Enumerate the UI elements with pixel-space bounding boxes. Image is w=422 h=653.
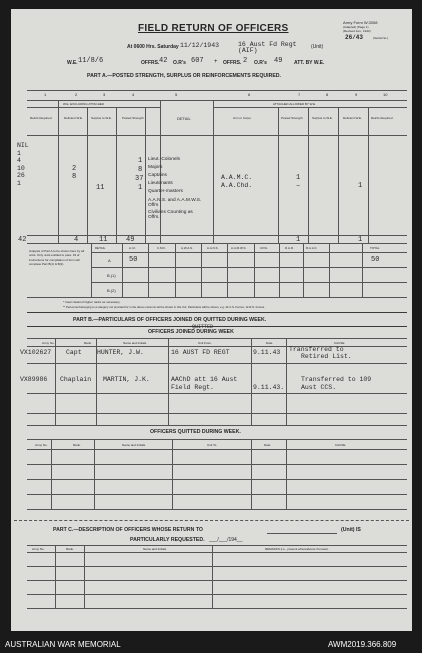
col1-values: NIL 1 4 10 26 1 [17,142,29,187]
col4-values: 1 8 37 1 [135,157,144,192]
part-c-title: PART C.—DESCRIPTION OF OFFICERS WHOSE RETURN TO [53,527,203,533]
ors-label: O.R's [173,60,186,66]
form-sheet: FIELD RETURN OF OFFICERS Army Form W.3008 (Adapted) (Page 1) (Revised Jan., 1942) 26/43 (Serial No.) At 0600 Hrs. Saturday 11/12/1943 16 Aust Fd Regt (AIF) (Unit) W.E. 11/8/6 OFFRS. 42 O.R's 607 + OFFRS. 2 O.R's 49 ATT. BY W.E. PART A.—POSTED STRENGTH, SURPLUS OR REINFORCEMENTS REQUIRED. 1 2 3 4 5 6 7 8 9 10 W.E. EXCLUDING ATTACHED ATTACHED ALLOWED BY W.E. Reinfs Required Deficient W.E. Surplus to W.E. Posted Strength DETAIL Arm or Corps Posted Strength Surplus to W.E. Deficient W.E. Reinfs Required NIL 1 4 10 26 1 2 8 11 1 8 37 1 Lieut.-Colonels Majors Captains Lieutenants Quarter-masters A.A.N.S. and A.A.M.W.S. Offrs Civilians Counting as Offrs. A.A.M.C. A.A.Chd. 1 – 1 42 4 11 49 1 1 Analysis of Part A to be shown here by all units. Only units entitled to para. 19 of instructions for compilation of form will complete Part B(1) & B(2). DETAIL A.I.F. C.M.F. A.W.A.S. A.A.N.S. A.A.M.W.S. CIVIL D.A.R. R.A.A.F. TOTAL A B.(1) B.(2) 50 50 * Insert detail of higher ranks as necessary. ** Personnel belonging to a category not provided for in the above columns will be shown in this Col. Particulars will be shown, e.g. 2k U.S. Forces, 1k R.N. Forces. PART B.—PARTICULARS OF OFFICERS JOINED OR QUITTED DURING WEEK. OFFICERS JOINED DURING WEEK QUITTED Army No. Rank. Name and Initials. Unit From. Date. CAUSE. VX102627 Capt HUNTER, J.W. 16 AUST FD REGT 9.11.43 Transferred to Retired List. VX89986 Chaplain MARTIN, J.K. AAChD att 16 Aust Field Regt. 9.11.43. Transferred to 109 Aust CCS. OFFICERS QUITTED DURING WEEK. Army No. Rank. Name and Initials. Unit To. Date. CAUSE. PART C.—DESCRIPTION OF OFFICERS WHOSE RETURN TO (Unit) IS PARTICULARLY REQUESTED. ___/___/194__ Army No. Rank. Name and Initials. REMARKS (i.e., present whereabouts if known). [11,9,412,631]
offrs2-value: 2 [243,57,248,65]
footnote-2: ** Personnel belonging to a category not provided for in the above columns will be shown in this Col. Particulars will be shown, e.g. 2k U.S. Forces, 1k R.N. Forces. [63,305,265,309]
col9-value: 1 [358,182,363,190]
we-value: 11/8/6 [78,57,104,65]
form-id-line2: (Adapted) (Page 1) [343,25,369,29]
plus-sign: + [214,59,218,65]
we-label: W.E. [67,60,78,66]
col3-value: 11 [96,184,105,192]
footer-right: AWM2019.366.809 [328,640,397,649]
arm-values: A.A.M.C. A.A.Chd. [221,174,253,189]
ors-value: 607 [191,57,204,65]
form-id-line1: Army Form W.3008 [343,20,378,25]
at-label: At 0600 Hrs. Saturday [127,44,179,50]
rank-list: Lieut.-Colonels Majors Captains Lieutenants Quarter-masters A.A.N.S. and A.A.M.W.S. Offrs Civilians Counting as Offrs. [148,157,202,220]
analysis-note: Analysis of Part A to be shown here by all units. Only units entitled to para. 19 of instructions for compilation of form will complete Part B(1) & B(2). [29,249,85,266]
col7-values: 1 – [296,174,301,190]
footnote-1: * Insert detail of higher ranks as necessary. [63,300,121,304]
joined-title: OFFICERS JOINED DURING WEEK [148,329,234,335]
total-value: 50 [371,256,380,264]
return-date: 11/12/1943 [180,42,220,49]
analysis-row-b2: B.(2) [107,288,116,293]
part-a-title: PART A.—POSTED STRENGTH, SURPLUS OR REINFORCEMENTS REQUIRED. [87,73,281,79]
unit-label: (Unit) [311,44,324,50]
serial-number: 26/43 [345,34,364,41]
serial-label: (Serial No.) [373,36,389,40]
offrs2-label: OFFRS. [223,60,242,66]
analysis-row-a: A [108,258,111,263]
unit-name: 16 Aust Fd Regt (AIF) [238,41,297,54]
part-b-title: PART B.—PARTICULARS OF OFFICERS JOINED OR QUITTED DURING WEEK. [73,317,267,323]
aif-value: 50 [129,256,138,264]
form-title: FIELD RETURN OF OFFICERS [138,23,289,34]
part-c-unit-is: (Unit) IS [341,527,361,533]
part-c-requested: PARTICULARLY REQUESTED. [130,537,205,543]
analysis-row-b1: B.(1) [107,273,116,278]
ors2-label: O.R's [254,60,267,66]
att-label: ATT. BY W.E. [294,60,325,66]
quitted-title: OFFICERS QUITTED DURING WEEK. [150,429,241,435]
footer-left: AUSTRALIAN WAR MEMORIAL [5,640,121,649]
we-excluding-header: W.E. EXCLUDING ATTACHED [63,102,105,106]
quitted-overwrite: QUITTED [192,324,214,330]
offrs-value: 42 [159,57,168,65]
attached-header: ATTACHED ALLOWED BY W.E. [273,102,317,106]
col2-values: 2 8 [72,165,77,181]
part-c-date: ___/___/194__ [209,537,243,543]
form-id-line3: (Revised Jan., 1942) [343,29,371,33]
offrs-label: OFFRS. [141,60,160,66]
ors2-value: 49 [274,57,283,65]
